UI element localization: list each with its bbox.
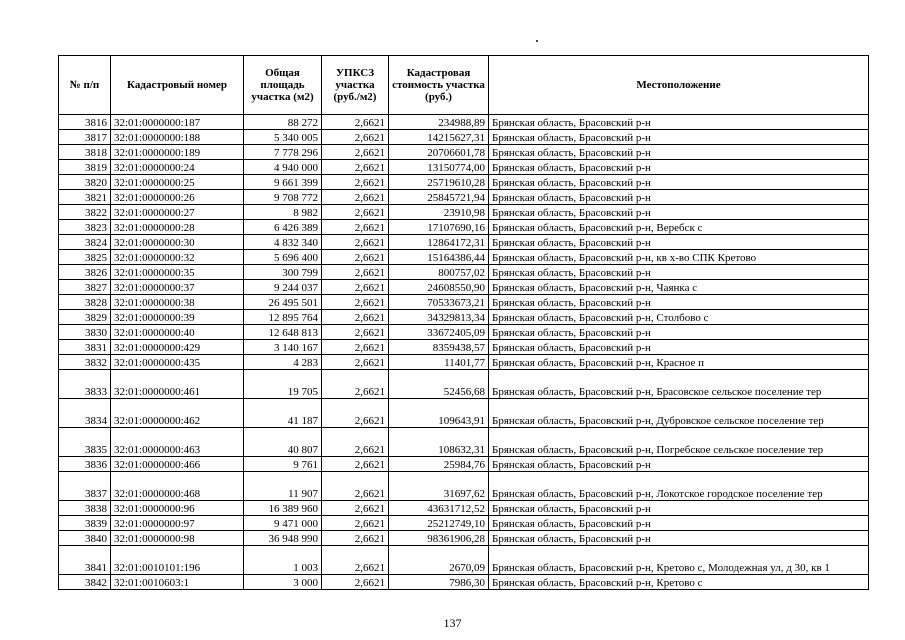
table-row bbox=[59, 457, 869, 472]
cell-cadastral-number: 32:01:0000000:96 bbox=[111, 501, 244, 516]
cell-upksz: 2,6621 bbox=[322, 115, 389, 130]
cell-cadastral-value: 52456,68 bbox=[389, 370, 489, 399]
cell-num: 3835 bbox=[59, 428, 111, 457]
cell-area: 12 895 764 bbox=[244, 310, 322, 325]
cell-cadastral-value: 108632,31 bbox=[389, 428, 489, 457]
cell-cadastral-value: 34329813,34 bbox=[389, 310, 489, 325]
cell-upksz: 2,6621 bbox=[322, 340, 389, 355]
table-row bbox=[59, 516, 869, 531]
cell-cadastral-number: 32:01:0000000:468 bbox=[111, 472, 244, 501]
cell-area: 26 495 501 bbox=[244, 295, 322, 310]
cell-cadastral-number: 32:01:0000000:189 bbox=[111, 145, 244, 160]
cell-upksz: 2,6621 bbox=[322, 575, 389, 590]
cell-location: Брянская область, Брасовский р-н, Погребское сельское поселение тер bbox=[489, 428, 869, 457]
table-row bbox=[59, 340, 869, 355]
header-location: Местоположение bbox=[489, 56, 869, 115]
table-row bbox=[59, 399, 869, 428]
cell-cadastral-number: 32:01:0010603:1 bbox=[111, 575, 244, 590]
cell-location: Брянская область, Брасовский р-н, кв х-во СПК Кретово bbox=[489, 250, 869, 265]
cell-cadastral-number: 32:01:0000000:97 bbox=[111, 516, 244, 531]
table-row bbox=[59, 115, 869, 130]
cell-num: 3837 bbox=[59, 472, 111, 501]
cell-location: Брянская область, Брасовский р-н bbox=[489, 325, 869, 340]
cell-cadastral-value: 33672405,09 bbox=[389, 325, 489, 340]
cell-upksz: 2,6621 bbox=[322, 310, 389, 325]
table-row bbox=[59, 235, 869, 250]
cell-location: Брянская область, Брасовский р-н, Чаянка с bbox=[489, 280, 869, 295]
cell-upksz: 2,6621 bbox=[322, 220, 389, 235]
header-area: Общая площадь участка (м2) bbox=[244, 56, 322, 115]
cell-cadastral-number: 32:01:0000000:462 bbox=[111, 399, 244, 428]
cell-cadastral-value: 17107690,16 bbox=[389, 220, 489, 235]
cell-upksz: 2,6621 bbox=[322, 472, 389, 501]
cell-area: 4 940 000 bbox=[244, 160, 322, 175]
cell-upksz: 2,6621 bbox=[322, 428, 389, 457]
cell-cadastral-value: 13150774,00 bbox=[389, 160, 489, 175]
cell-upksz: 2,6621 bbox=[322, 265, 389, 280]
cell-num: 3831 bbox=[59, 340, 111, 355]
table-row bbox=[59, 250, 869, 265]
cell-cadastral-value: 25845721,94 bbox=[389, 190, 489, 205]
cell-num: 3841 bbox=[59, 546, 111, 575]
cell-location: Брянская область, Брасовский р-н bbox=[489, 115, 869, 130]
cell-cadastral-number: 32:01:0000000:27 bbox=[111, 205, 244, 220]
cell-cadastral-value: 109643,91 bbox=[389, 399, 489, 428]
table-row bbox=[59, 130, 869, 145]
cell-location: Брянская область, Брасовский р-н, Веребск с bbox=[489, 220, 869, 235]
cell-cadastral-value: 2670,09 bbox=[389, 546, 489, 575]
cell-cadastral-value: 98361906,28 bbox=[389, 531, 489, 546]
cell-upksz: 2,6621 bbox=[322, 501, 389, 516]
cell-area: 300 799 bbox=[244, 265, 322, 280]
cell-upksz: 2,6621 bbox=[322, 250, 389, 265]
cell-area: 9 661 399 bbox=[244, 175, 322, 190]
cell-location: Брянская область, Брасовский р-н bbox=[489, 501, 869, 516]
header-cadastral-number: Кадастровый номер bbox=[111, 56, 244, 115]
table-row bbox=[59, 265, 869, 280]
header-upksz: УПКСЗ участка (руб./м2) bbox=[322, 56, 389, 115]
cell-cadastral-number: 32:01:0000000:40 bbox=[111, 325, 244, 340]
cell-upksz: 2,6621 bbox=[322, 546, 389, 575]
cell-location: Брянская область, Брасовский р-н bbox=[489, 130, 869, 145]
cell-cadastral-value: 20706601,78 bbox=[389, 145, 489, 160]
table-row bbox=[59, 160, 869, 175]
table-row bbox=[59, 575, 869, 590]
cell-upksz: 2,6621 bbox=[322, 280, 389, 295]
cell-cadastral-number: 32:01:0010101:196 bbox=[111, 546, 244, 575]
cell-cadastral-value: 8359438,57 bbox=[389, 340, 489, 355]
header-num: № п/п bbox=[59, 56, 111, 115]
cell-cadastral-value: 70533673,21 bbox=[389, 295, 489, 310]
cell-num: 3830 bbox=[59, 325, 111, 340]
cell-num: 3816 bbox=[59, 115, 111, 130]
cell-location: Брянская область, Брасовский р-н bbox=[489, 516, 869, 531]
cell-area: 88 272 bbox=[244, 115, 322, 130]
cell-location: Брянская область, Брасовский р-н, Кретово с, Молодежная ул, д 30, кв 1 bbox=[489, 546, 869, 575]
cell-location: Брянская область, Брасовский р-н bbox=[489, 265, 869, 280]
cell-num: 3820 bbox=[59, 175, 111, 190]
cell-area: 9 471 000 bbox=[244, 516, 322, 531]
cell-cadastral-number: 32:01:0000000:28 bbox=[111, 220, 244, 235]
cell-cadastral-number: 32:01:0000000:25 bbox=[111, 175, 244, 190]
cell-cadastral-value: 11401,77 bbox=[389, 355, 489, 370]
header-cadastral-value: Кадастровая стоимость участка (руб.) bbox=[389, 56, 489, 115]
cell-cadastral-value: 24608550,90 bbox=[389, 280, 489, 295]
cell-area: 6 426 389 bbox=[244, 220, 322, 235]
table-row bbox=[59, 472, 869, 501]
page-number: 137 bbox=[443, 616, 462, 630]
cell-cadastral-number: 32:01:0000000:30 bbox=[111, 235, 244, 250]
cell-num: 3840 bbox=[59, 531, 111, 546]
cell-cadastral-number: 32:01:0000000:429 bbox=[111, 340, 244, 355]
cell-cadastral-number: 32:01:0000000:187 bbox=[111, 115, 244, 130]
table-row bbox=[59, 428, 869, 457]
cell-cadastral-value: 234988,89 bbox=[389, 115, 489, 130]
cell-cadastral-value: 7986,30 bbox=[389, 575, 489, 590]
cell-area: 3 000 bbox=[244, 575, 322, 590]
cell-num: 3819 bbox=[59, 160, 111, 175]
table-row bbox=[59, 310, 869, 325]
cell-area: 36 948 990 bbox=[244, 531, 322, 546]
cell-num: 3821 bbox=[59, 190, 111, 205]
cell-cadastral-number: 32:01:0000000:38 bbox=[111, 295, 244, 310]
cell-cadastral-number: 32:01:0000000:461 bbox=[111, 370, 244, 399]
scan-dot bbox=[536, 40, 538, 42]
cell-area: 3 140 167 bbox=[244, 340, 322, 355]
cell-cadastral-value: 25212749,10 bbox=[389, 516, 489, 531]
cell-location: Брянская область, Брасовский р-н bbox=[489, 175, 869, 190]
cell-cadastral-number: 32:01:0000000:32 bbox=[111, 250, 244, 265]
cell-cadastral-number: 32:01:0000000:35 bbox=[111, 265, 244, 280]
table-row bbox=[59, 355, 869, 370]
cell-cadastral-number: 32:01:0000000:466 bbox=[111, 457, 244, 472]
cell-area: 40 807 bbox=[244, 428, 322, 457]
cell-num: 3828 bbox=[59, 295, 111, 310]
cell-area: 9 708 772 bbox=[244, 190, 322, 205]
cell-cadastral-number: 32:01:0000000:26 bbox=[111, 190, 244, 205]
cell-location: Брянская область, Брасовский р-н bbox=[489, 457, 869, 472]
cell-num: 3818 bbox=[59, 145, 111, 160]
cell-location: Брянская область, Брасовский р-н, Кретово с bbox=[489, 575, 869, 590]
cell-num: 3836 bbox=[59, 457, 111, 472]
cell-upksz: 2,6621 bbox=[322, 531, 389, 546]
cell-location: Брянская область, Брасовский р-н, Брасовское сельское поселение тер bbox=[489, 370, 869, 399]
cell-area: 41 187 bbox=[244, 399, 322, 428]
cell-upksz: 2,6621 bbox=[322, 399, 389, 428]
cell-num: 3833 bbox=[59, 370, 111, 399]
table-row bbox=[59, 295, 869, 310]
cell-cadastral-value: 31697,62 bbox=[389, 472, 489, 501]
cell-upksz: 2,6621 bbox=[322, 175, 389, 190]
table-row bbox=[59, 370, 869, 399]
cell-location: Брянская область, Брасовский р-н bbox=[489, 340, 869, 355]
cell-location: Брянская область, Брасовский р-н, Столбово с bbox=[489, 310, 869, 325]
cell-upksz: 2,6621 bbox=[322, 457, 389, 472]
cell-num: 3823 bbox=[59, 220, 111, 235]
cell-cadastral-number: 32:01:0000000:435 bbox=[111, 355, 244, 370]
cell-area: 12 648 813 bbox=[244, 325, 322, 340]
cell-cadastral-number: 32:01:0000000:463 bbox=[111, 428, 244, 457]
cell-num: 3825 bbox=[59, 250, 111, 265]
table-row bbox=[59, 531, 869, 546]
cell-area: 8 982 bbox=[244, 205, 322, 220]
cell-upksz: 2,6621 bbox=[322, 205, 389, 220]
cell-area: 9 761 bbox=[244, 457, 322, 472]
cell-upksz: 2,6621 bbox=[322, 160, 389, 175]
cell-num: 3822 bbox=[59, 205, 111, 220]
table-row bbox=[59, 501, 869, 516]
cell-num: 3842 bbox=[59, 575, 111, 590]
cell-upksz: 2,6621 bbox=[322, 370, 389, 399]
cell-area: 9 244 037 bbox=[244, 280, 322, 295]
cell-area: 11 907 bbox=[244, 472, 322, 501]
cell-num: 3838 bbox=[59, 501, 111, 516]
cell-upksz: 2,6621 bbox=[322, 295, 389, 310]
cell-num: 3839 bbox=[59, 516, 111, 531]
cell-cadastral-number: 32:01:0000000:39 bbox=[111, 310, 244, 325]
cell-cadastral-number: 32:01:0000000:188 bbox=[111, 130, 244, 145]
cell-num: 3832 bbox=[59, 355, 111, 370]
cell-upksz: 2,6621 bbox=[322, 190, 389, 205]
table-row bbox=[59, 546, 869, 575]
table-header-row bbox=[59, 56, 869, 115]
cell-cadastral-value: 12864172,31 bbox=[389, 235, 489, 250]
cell-cadastral-number: 32:01:0000000:98 bbox=[111, 531, 244, 546]
cell-area: 7 778 296 bbox=[244, 145, 322, 160]
table-row bbox=[59, 280, 869, 295]
cell-upksz: 2,6621 bbox=[322, 235, 389, 250]
cell-area: 4 283 bbox=[244, 355, 322, 370]
cell-upksz: 2,6621 bbox=[322, 130, 389, 145]
cell-cadastral-number: 32:01:0000000:24 bbox=[111, 160, 244, 175]
table-row bbox=[59, 190, 869, 205]
cell-num: 3829 bbox=[59, 310, 111, 325]
cell-location: Брянская область, Брасовский р-н bbox=[489, 295, 869, 310]
cell-cadastral-value: 25984,76 bbox=[389, 457, 489, 472]
cell-upksz: 2,6621 bbox=[322, 516, 389, 531]
cadastral-register-table bbox=[58, 55, 869, 590]
cell-area: 5 340 005 bbox=[244, 130, 322, 145]
cell-location: Брянская область, Брасовский р-н, Красное п bbox=[489, 355, 869, 370]
cell-upksz: 2,6621 bbox=[322, 325, 389, 340]
cell-location: Брянская область, Брасовский р-н bbox=[489, 531, 869, 546]
cell-area: 1 003 bbox=[244, 546, 322, 575]
cell-cadastral-value: 23910,98 bbox=[389, 205, 489, 220]
table-row bbox=[59, 220, 869, 235]
cell-location: Брянская область, Брасовский р-н bbox=[489, 205, 869, 220]
cell-cadastral-value: 14215627,31 bbox=[389, 130, 489, 145]
cell-cadastral-value: 25719610,28 bbox=[389, 175, 489, 190]
table-row bbox=[59, 205, 869, 220]
cell-cadastral-value: 800757,02 bbox=[389, 265, 489, 280]
cell-num: 3817 bbox=[59, 130, 111, 145]
cell-area: 16 389 960 bbox=[244, 501, 322, 516]
cell-location: Брянская область, Брасовский р-н, Дубровское сельское поселение тер bbox=[489, 399, 869, 428]
cell-upksz: 2,6621 bbox=[322, 145, 389, 160]
cell-area: 5 696 400 bbox=[244, 250, 322, 265]
cell-num: 3826 bbox=[59, 265, 111, 280]
cell-location: Брянская область, Брасовский р-н bbox=[489, 145, 869, 160]
cell-cadastral-number: 32:01:0000000:37 bbox=[111, 280, 244, 295]
cell-location: Брянская область, Брасовский р-н bbox=[489, 235, 869, 250]
cell-num: 3824 bbox=[59, 235, 111, 250]
cell-location: Брянская область, Брасовский р-н, Локотское городское поселение тер bbox=[489, 472, 869, 501]
cell-cadastral-value: 43631712,52 bbox=[389, 501, 489, 516]
cell-cadastral-value: 15164386,44 bbox=[389, 250, 489, 265]
table-row bbox=[59, 175, 869, 190]
table-row bbox=[59, 325, 869, 340]
cell-num: 3827 bbox=[59, 280, 111, 295]
cell-location: Брянская область, Брасовский р-н bbox=[489, 160, 869, 175]
table-row bbox=[59, 145, 869, 160]
cell-num: 3834 bbox=[59, 399, 111, 428]
cell-upksz: 2,6621 bbox=[322, 355, 389, 370]
cell-location: Брянская область, Брасовский р-н bbox=[489, 190, 869, 205]
cell-area: 19 705 bbox=[244, 370, 322, 399]
cell-area: 4 832 340 bbox=[244, 235, 322, 250]
